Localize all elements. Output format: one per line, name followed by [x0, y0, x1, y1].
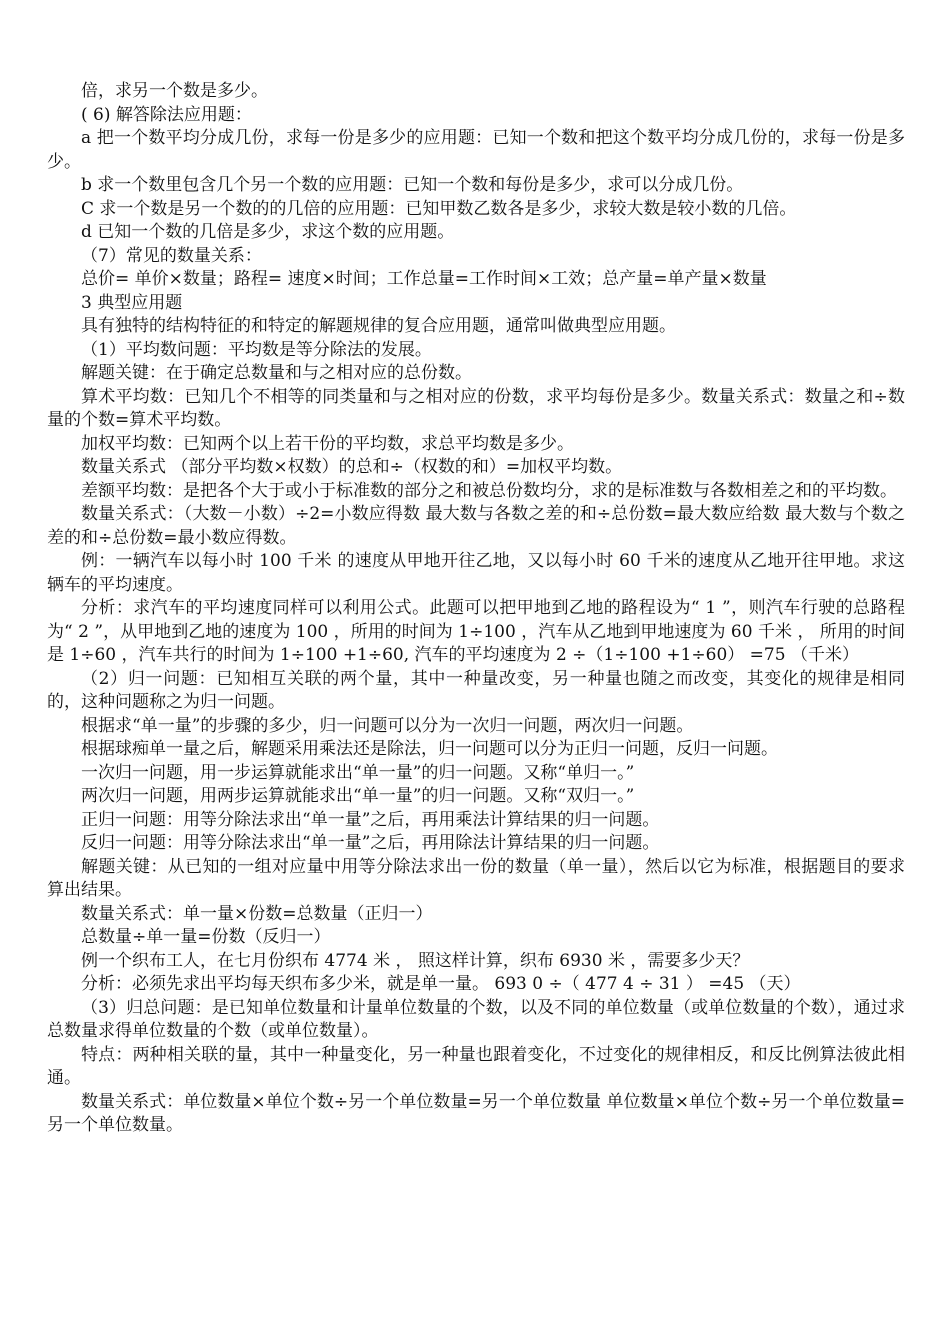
- paragraph: （7）常见的数量关系：: [81, 245, 262, 266]
- paragraph: 总价= 单价×数量；路程= 速度×时间；工作总量=工作时间×工效；总产量=单产量×数量: [81, 269, 767, 289]
- paragraph: 差额平均数：是把各个大于或小于标准数的部分之和被总份数均分，求的是标准数与各数相差之和的平均数。: [81, 480, 897, 501]
- paragraph: 正归一问题：用等分除法求出“单一量”之后，再用乘法计算结果的归一问题。: [81, 809, 660, 830]
- paragraph: 解题关键：从已知的一组对应量中用等分除法求出一份的数量（单一量），然后以它为标准，根据题目的要求算出结果。: [47, 856, 905, 900]
- paragraph: 例：一辆汽车以每小时 100 千米 的速度从甲地开往乙地，又以每小时 60 千米的速度从乙地开往甲地。求这辆车的平均速度。: [47, 551, 905, 595]
- paragraph: b 求一个数里包含几个另一个数的应用题：已知一个数和每份是多少，求可以分成几份。: [81, 175, 744, 195]
- paragraph: a 把一个数平均分成几份，求每一份是多少的应用题：已知一个数和把这个数平均分成几份的，求每一份是多少。: [47, 128, 905, 172]
- paragraph: ( 6) 解答除法应用题：: [81, 104, 252, 125]
- paragraph: 具有独特的结构特征的和特定的解题规律的复合应用题，通常叫做典型应用题。: [81, 316, 676, 336]
- paragraph: 数量关系式：单位数量×单位个数÷另一个单位数量=另一个单位数量 单位数量×单位个数÷另一个单位数量= 另一个单位数量。: [47, 1091, 905, 1135]
- paragraph: 反归一问题：用等分除法求出“单一量”之后，再用除法计算结果的归一问题。: [81, 833, 660, 853]
- paragraph: 算术平均数：已知几个不相等的同类量和与之相对应的份数，求平均每份是多少。数量关系式：数量之和÷数量的个数=算术平均数。: [47, 386, 905, 430]
- paragraph: 例一个织布工人，在七月份织布 4774 米 ， 照这样计算，织布 6930 米 ，需要多少天？: [81, 950, 750, 971]
- paragraph: 加权平均数：已知两个以上若干份的平均数，求总平均数是多少。: [81, 433, 574, 454]
- paragraph: 解题关键：在于确定总数量和与之相对应的总份数。: [81, 363, 472, 383]
- paragraph: 数量关系式：（大数－小数）÷2=小数应得数 最大数与各数之差的和÷总份数=最大数应给数 最大数与个数之差的和÷总份数=最小数应得数。: [47, 504, 905, 548]
- paragraph: 根据球痴单一量之后，解题采用乘法还是除法，归一问题可以分为正归一问题，反归一问题。: [81, 739, 778, 759]
- paragraph: 两次归一问题，用两步运算就能求出“单一量”的归一问题。又称“双归一。”: [81, 786, 635, 806]
- paragraph: 一次归一问题，用一步运算就能求出“单一量”的归一问题。又称“单归一。”: [81, 762, 635, 783]
- paragraph: 分析：求汽车的平均速度同样可以利用公式。此题可以把甲地到乙地的路程设为“ 1 ”，则汽车行驶的总路程为“ 2 ”，从甲地到乙地的速度为 100 ，所用的时间为 1÷100 ，汽车从乙地到甲地速度为 60 千米 ， 所用的时间是 1÷60 ，汽车共行的时间为 1÷100 +1÷60, 汽车的平均速度为 2 ÷（1÷100 +1÷60） =75 （千米）: [47, 598, 905, 665]
- paragraph: （2）归一问题：已知相互关联的两个量，其中一种量改变，另一种量也随之而改变，其变化的规律是相同的，这种问题称之为归一问题。: [47, 668, 905, 712]
- paragraph: （1）平均数问题：平均数是等分除法的发展。: [81, 339, 432, 360]
- paragraph: 总数量÷单一量=份数（反归一）: [81, 927, 331, 947]
- paragraph: 倍，求另一个数是多少。: [81, 81, 268, 101]
- paragraph: 数量关系式 （部分平均数×权数）的总和÷（权数的和）=加权平均数。: [81, 457, 623, 477]
- paragraph: （3）归总问题：是已知单位数量和计量单位数量的个数，以及不同的单位数量（或单位数量的个数），通过求总数量求得单位数量的个数（或单位数量）。: [47, 997, 905, 1041]
- document-body: [47, 80, 905, 1138]
- paragraph: 特点：两种相关联的量，其中一种量变化，另一种量也跟着变化，不过变化的规律相反，和反比例算法彼此相通。: [47, 1044, 905, 1088]
- paragraph: 数量关系式：单一量×份数=总数量（正归一）: [81, 903, 433, 924]
- paragraph: 根据求“单一量”的步骤的多少，归一问题可以分为一次归一问题，两次归一问题。: [81, 715, 694, 736]
- paragraph: 分析：必须先求出平均每天织布多少米，就是单一量。 693 0 ÷（ 477 4 ÷ 31 ） =45 （天）: [81, 974, 801, 994]
- section-heading: 3 典型应用题: [81, 292, 183, 313]
- paragraph: d 已知一个数的几倍是多少，求这个数的应用题。: [81, 222, 455, 242]
- paragraph: C 求一个数是另一个数的的几倍的应用题：已知甲数乙数各是多少，求较大数是较小数的几倍。: [81, 198, 797, 219]
